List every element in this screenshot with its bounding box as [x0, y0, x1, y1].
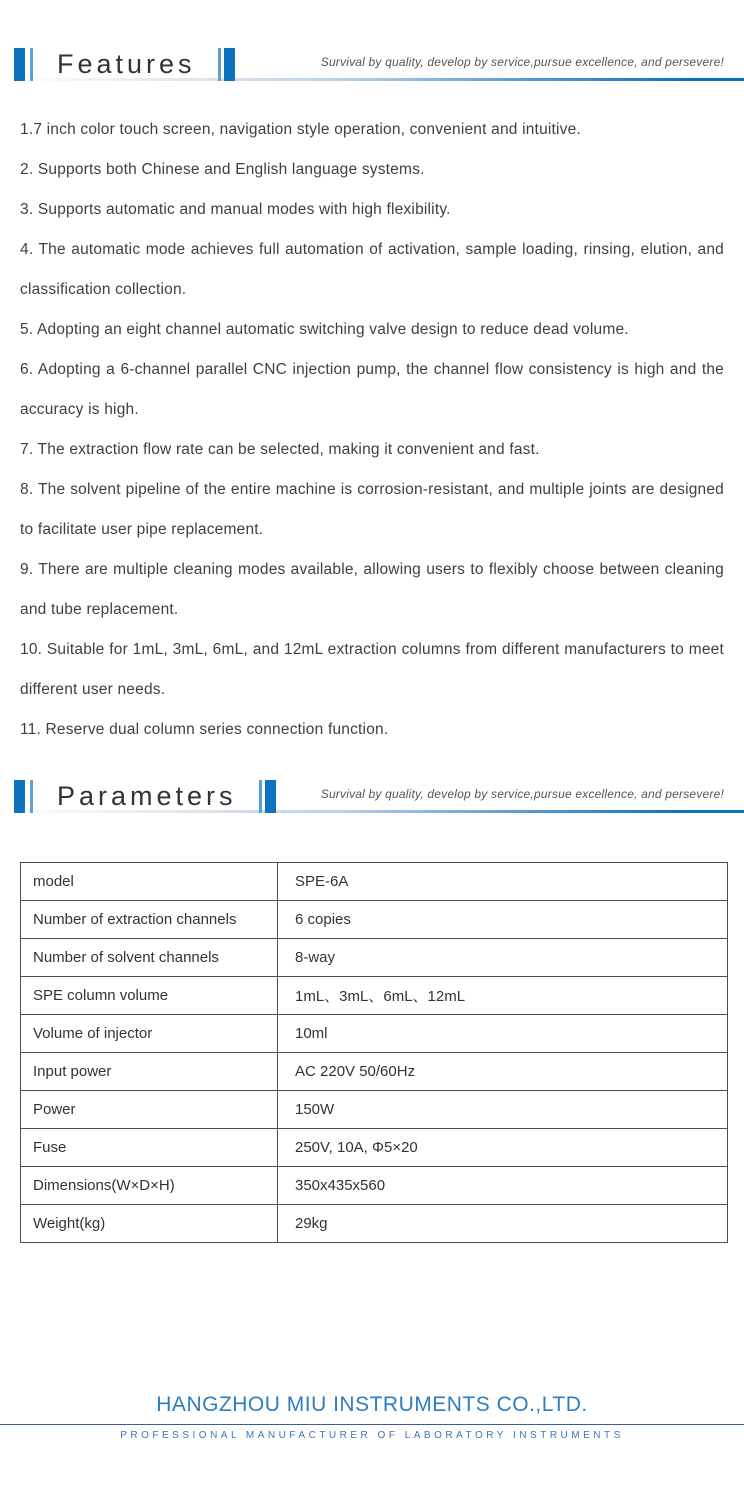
feature-item: 9. There are multiple cleaning modes available, allowing users to flexibly choose between cleaning and tube replacement. [20, 561, 724, 618]
table-row [21, 977, 728, 1015]
feature-item: 7. The extraction flow rate can be selected, making it convenient and fast. [20, 441, 540, 458]
table-row [21, 1167, 728, 1205]
feature-item: 4. The automatic mode achieves full automation of activation, sample loading, rinsing, elution, and classification collection. [20, 241, 724, 298]
table-row [21, 901, 728, 939]
company-subtitle: PROFESSIONAL MANUFACTURER OF LABORATORY INSTRUMENTS [120, 1430, 624, 1441]
parameters-section-header [0, 777, 744, 813]
param-label: Number of solvent channels [21, 939, 278, 977]
param-value: 29kg [278, 1205, 728, 1243]
header-bar-thick-right [224, 48, 235, 81]
features-list [20, 110, 724, 750]
param-value: AC 220V 50/60Hz [278, 1053, 728, 1091]
feature-item: 5. Adopting an eight channel automatic switching valve design to reduce dead volume. [20, 321, 629, 338]
param-value: 350x435x560 [278, 1167, 728, 1205]
feature-item: 10. Suitable for 1mL, 3mL, 6mL, and 12mL extraction columns from different manufacturers to meet different user needs. [20, 641, 724, 698]
header-bar-thick-left [14, 48, 25, 81]
table-row [21, 939, 728, 977]
param-value: SPE-6A [278, 863, 728, 901]
param-label: Dimensions(W×D×H) [21, 1167, 278, 1205]
parameters-title: Parameters [57, 781, 237, 811]
product-page [0, 45, 744, 1512]
param-label: Weight(kg) [21, 1205, 278, 1243]
header-bar-thin-left [30, 48, 33, 81]
feature-item: 8. The solvent pipeline of the entire machine is corrosion-resistant, and multiple joints are designed to facilitate user pipe replacement. [20, 481, 724, 538]
header-bar-thick-right [265, 780, 276, 813]
header-bar-thin-right [218, 48, 221, 81]
param-value: 1mL、3mL、6mL、12mL [278, 977, 728, 1015]
param-label: Input power [21, 1053, 278, 1091]
param-value: 250V, 10A, Φ5×20 [278, 1129, 728, 1167]
param-value: 10ml [278, 1015, 728, 1053]
header-bar-thick-left [14, 780, 25, 813]
feature-item: 1.7 inch color touch screen, navigation style operation, convenient and intuitive. [20, 121, 581, 138]
header-bar-thin-left [30, 780, 33, 813]
param-label: model [21, 863, 278, 901]
feature-item: 3. Supports automatic and manual modes with high flexibility. [20, 201, 451, 218]
features-title: Features [57, 49, 196, 79]
param-label: SPE column volume [21, 977, 278, 1015]
footer-divider [0, 1424, 744, 1425]
param-label: Fuse [21, 1129, 278, 1167]
header-bar-thin-right [259, 780, 262, 813]
table-row [21, 863, 728, 901]
param-value: 6 copies [278, 901, 728, 939]
param-value: 150W [278, 1091, 728, 1129]
table-row [21, 1129, 728, 1167]
features-section-header [0, 45, 744, 81]
parameters-table [20, 862, 728, 1243]
param-value: 8-way [278, 939, 728, 977]
table-row [21, 1091, 728, 1129]
footer [0, 1393, 744, 1441]
feature-item: 11. Reserve dual column series connection function. [20, 721, 389, 738]
feature-item: 6. Adopting a 6-channel parallel CNC injection pump, the channel flow consistency is high and the accuracy is high. [20, 361, 724, 418]
table-row [21, 1015, 728, 1053]
table-row [21, 1205, 728, 1243]
param-label: Power [21, 1091, 278, 1129]
company-name: HANGZHOU MIU INSTRUMENTS CO.,LTD. [156, 1393, 588, 1416]
param-label: Number of extraction channels [21, 901, 278, 939]
param-label: Volume of injector [21, 1015, 278, 1053]
feature-item: 2. Supports both Chinese and English language systems. [20, 161, 425, 178]
features-tagline: Survival by quality, develop by service,pursue excellence, and persevere! [320, 55, 724, 69]
parameters-tagline: Survival by quality, develop by service,pursue excellence, and persevere! [320, 787, 724, 801]
table-row [21, 1053, 728, 1091]
